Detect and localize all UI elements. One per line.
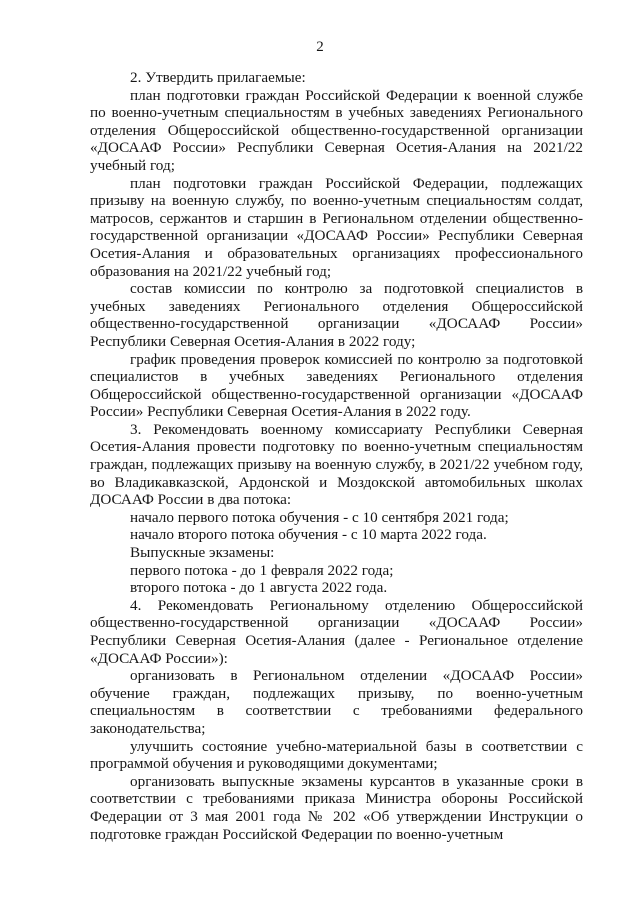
document-body — [90, 69, 583, 843]
page-number: 2 — [316, 39, 324, 55]
second-stream-exams: второго потока - до 1 августа 2022 года. — [130, 579, 388, 597]
paragraph-conscript-training-plan: план подготовки граждан Российской Федерации, подлежащих призыву на военную службу, по военно-учетным специальностям солдат, матросов, сержантов и старшин в Региональном отделении общественно-государственной организации «ДОСААФ России» Республики Северная Осетия-Алания и образовательных организациях профессионального образования на 2021/22 учебный год; — [90, 174, 583, 280]
paragraph-commission-composition: состав комиссии по контролю за подготовкой специалистов в учебных заведениях Регионального отделения Общероссийской общественно-государственной организации «ДОСААФ России» Республики Северная Осетия-Алания в 2022 году; — [90, 280, 583, 350]
first-stream-start: начало первого потока обучения - с 10 сентября 2021 года; — [130, 508, 509, 526]
paragraph-organize-training: организовать в Региональном отделении «ДОСААФ России» обучение граждан, подлежащих призыву, по военно-учетным специальностям в соответствии с требованиями федерального законодательства; — [90, 667, 583, 737]
paragraph-training-plan: план подготовки граждан Российской Федерации к военной службе по военно-учетным специальностям в учебных заведениях Регионального отделения Общероссийской общественно-государственной организации «ДОСААФ России» Республики Северная Осетия-Алания на 2021/22 учебный год; — [90, 86, 583, 174]
item-2-heading: 2. Утвердить прилагаемые: — [130, 69, 306, 86]
paragraph-inspection-schedule: график проведения проверок комиссией по контролю за подготовкой специалистов в учебных заведениях Регионального отделения Общероссийской общественно-государственной организации «ДОСААФ России» Республики Северная Осетия-Алания в 2022 году. — [90, 350, 583, 421]
item-4-paragraph: 4. Рекомендовать Региональному отделению Общероссийской общественно-государственной организации «ДОСААФ России» Республики Северная Осетия-Алания (далее - Региональное отделение «ДОСААФ России»): — [90, 596, 583, 667]
item-3-paragraph: 3. Рекомендовать военному комиссариату Республики Северная Осетия-Алания провести подготовку по военно-учетным специальностям граждан, подлежащих призыву на военную службу, в 2021/22 учебном году, во Владикавказской, Ардонской и Моздокской автомобильных школах ДОСААФ России в два потока: — [90, 420, 583, 509]
first-stream-exams: первого потока - до 1 февраля 2022 года; — [130, 561, 394, 579]
paragraph-organize-exams: организовать выпускные экзамены курсантов в указанные сроки в соответствии с требованиями приказа Министра обороны Российской Федерации от 3 мая 2001 года № 202 «Об утверждении Инструкции о подготовке граждан Российской Федерации по военно-учетным — [90, 772, 583, 843]
paragraph-improve-base: улучшить состояние учебно-материальной базы в соответствии с программой обучения и руководящими документами; — [90, 737, 583, 773]
second-stream-start: начало второго потока обучения - с 10 марта 2022 года. — [130, 526, 487, 544]
final-exams-heading: Выпускные экзамены: — [130, 544, 275, 562]
